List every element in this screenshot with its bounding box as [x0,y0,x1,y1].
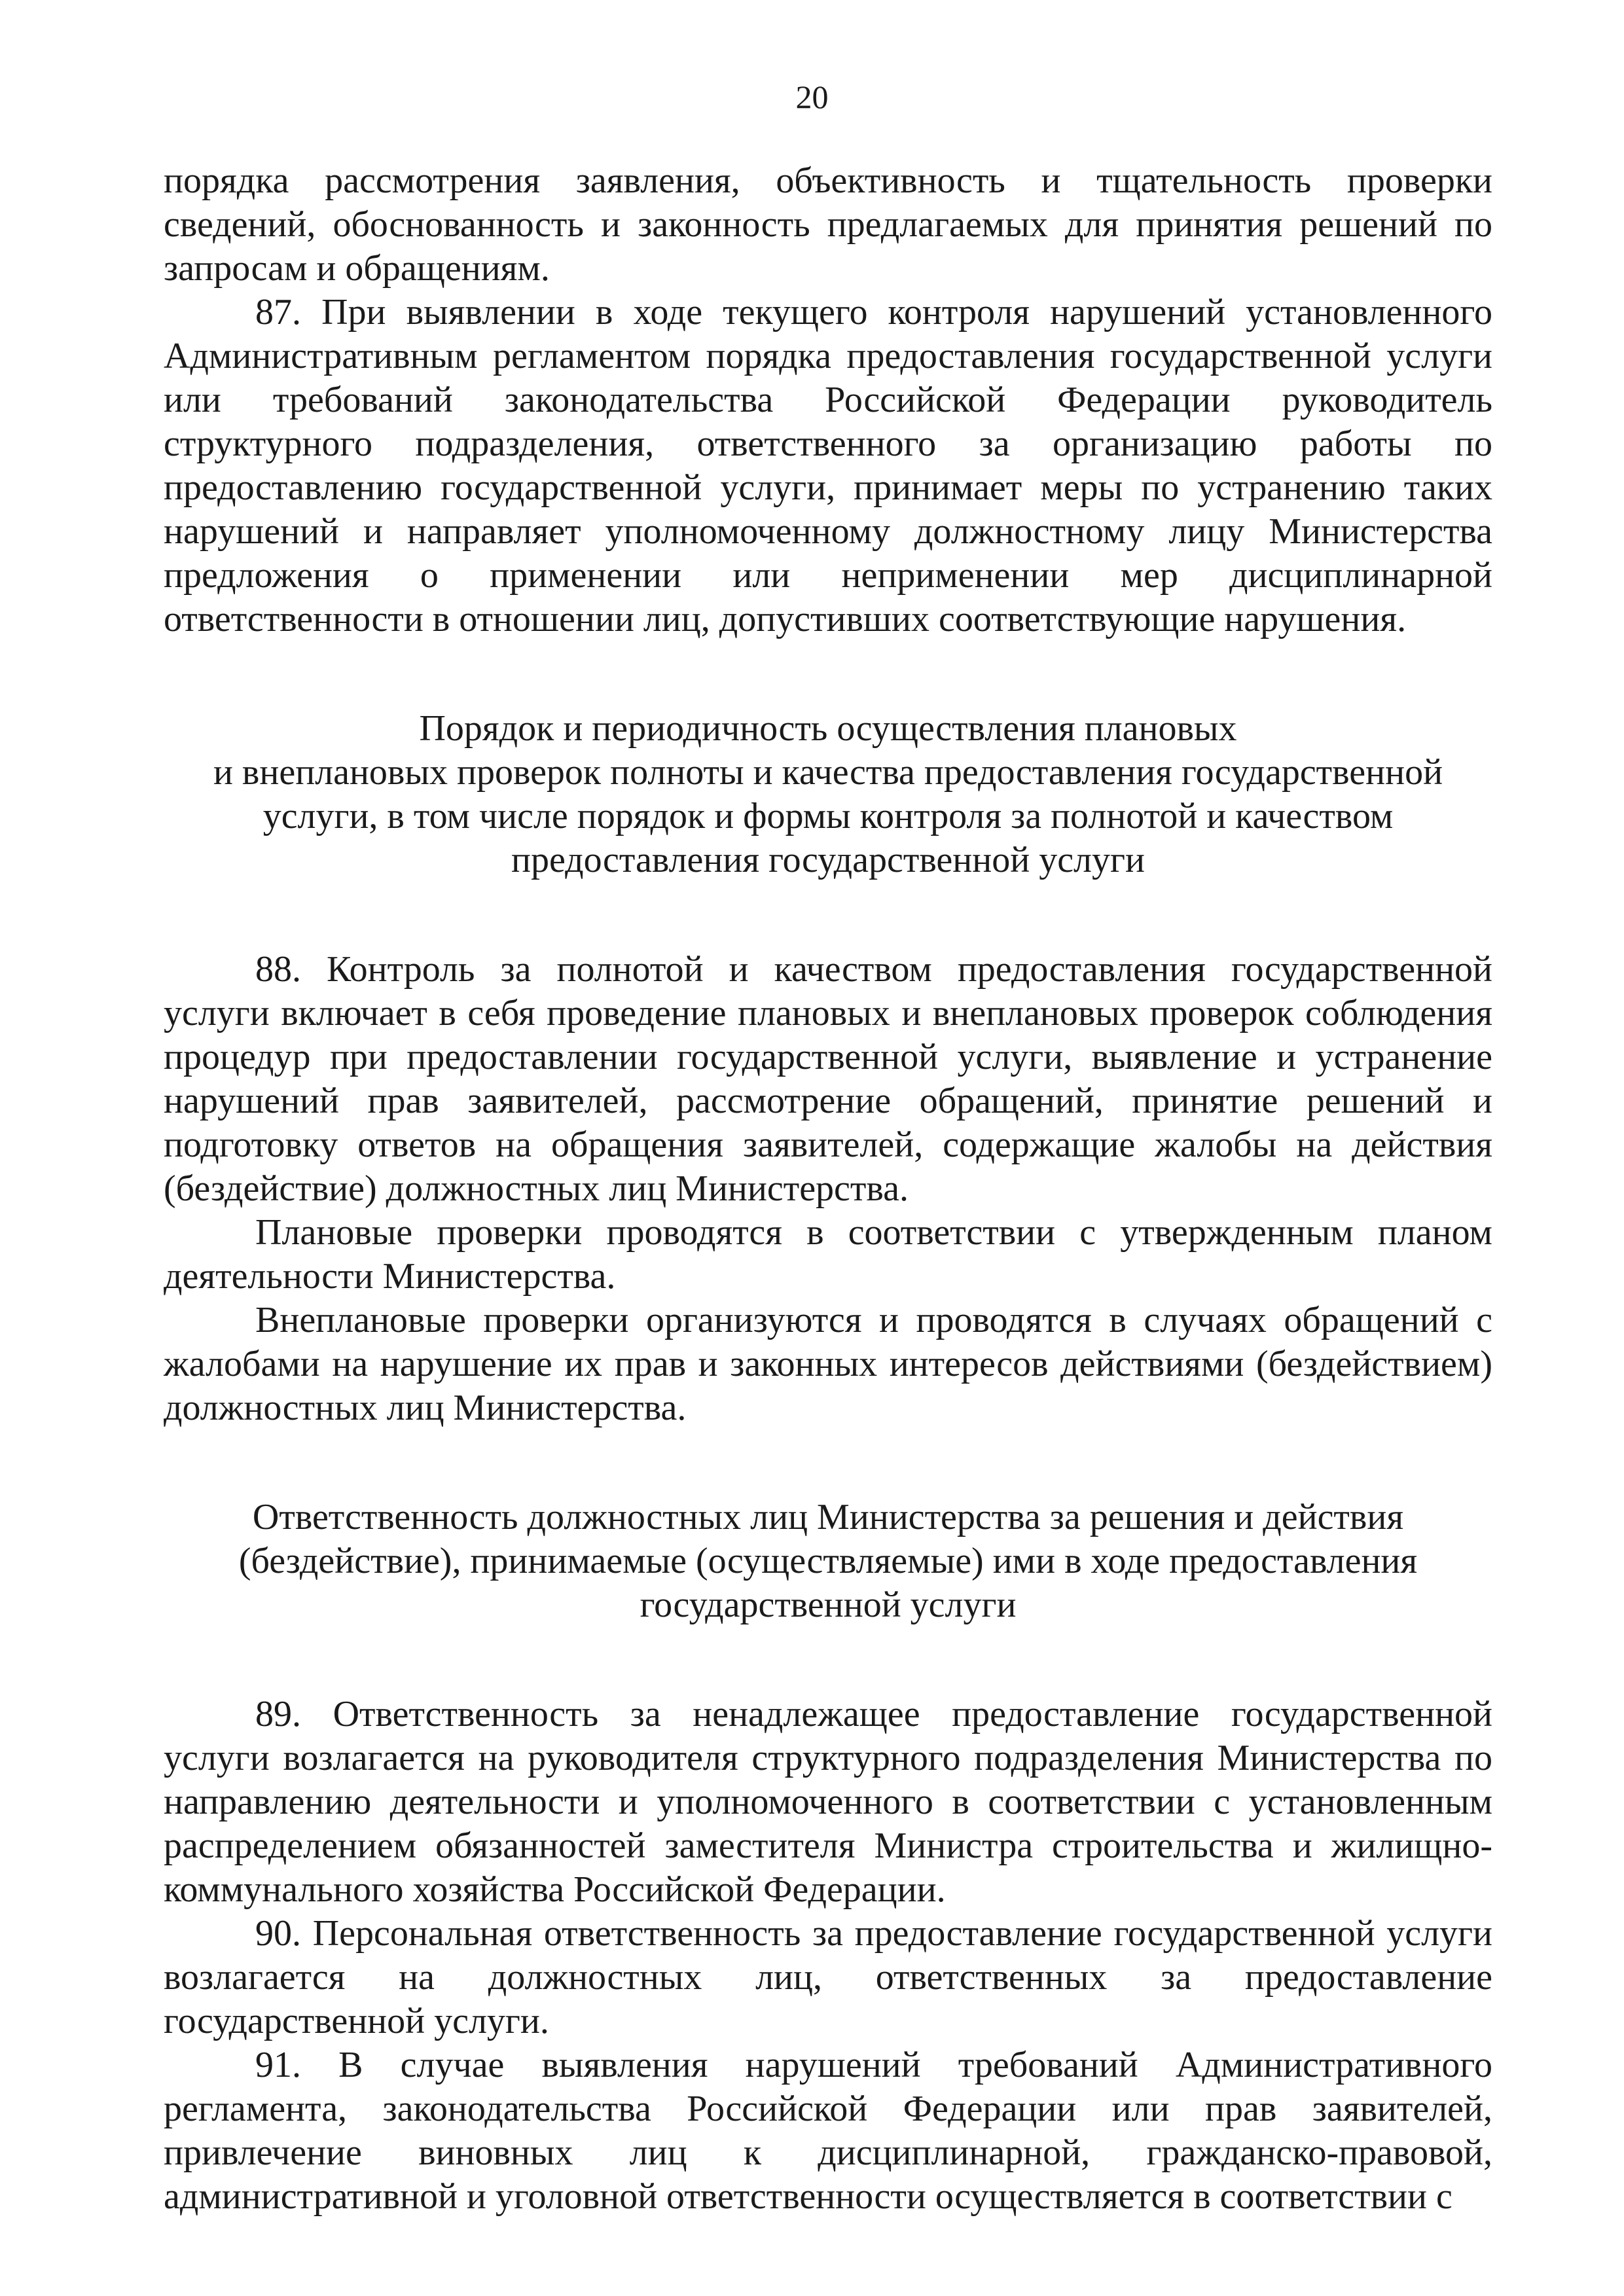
paragraph-planned-inspections: Плановые проверки проводятся в соответствии с утвержденным планом деятельности Министерства. [164,1212,1492,1297]
paragraph-87: 87. При выявлении в ходе текущего контроля нарушений установленного Административным регламентом порядка предоставления государственной услуги или требований законодательства Российской Федерации руководитель структурного подразделения, ответственного за организацию работы по предоставлению государственной услуги, принимает меры по устранению таких нарушений и направляет уполномоченному должностному лицу Министерства предложения о применении или неприменении мер дисциплинарной ответственности в отношении лиц, допустивших соответствующие нарушения. [164,292,1492,639]
paragraph-88: 88. Контроль за полнотой и качеством предоставления государственной услуги включает в себя проведение плановых и внеплановых проверок соблюдения процедур при предоставлении государственной услуги, выявление и устранение нарушений прав заявителей, рассмотрение обращений, принятие решений и подготовку ответов на обращения заявителей, содержащие жалобы на действия (бездействие) должностных лиц Министерства. [164,949,1492,1209]
paragraph-91: 91. В случае выявления нарушений требований Административного регламента, законодательства Российской Федерации или прав заявителей, привлечение виновных лиц к дисциплинарной, гражданско-правовой, административной и уголовной ответственности осуществляется в соответствии с [164,2045,1492,2217]
section-heading-responsibility [164,1496,1492,1627]
paragraph-90: 90. Персональная ответственность за предоставление государственной услуги возлагается на должностных лиц, ответственных за предоставление государственной услуги. [164,1913,1492,2041]
paragraph-unplanned-inspections: Внеплановые проверки организуются и проводятся в случаях обращений с жалобами на нарушение их прав и законных интересов действиями (бездействием) должностных лиц Министерства. [164,1300,1492,1428]
page-number: 20 [795,79,829,115]
section-heading-inspections [164,707,1492,882]
heading-line: предоставления государственной услуги [511,840,1145,880]
heading-line: государственной услуги [640,1585,1017,1625]
document-body [164,159,1492,2219]
heading-line: услуги, в том числе порядок и формы контроля за полнотой и качеством [262,796,1394,836]
heading-line: Ответственность должностных лиц Министерства за решения и действия [252,1497,1404,1537]
paragraph-intro-continuation: порядка рассмотрения заявления, объективность и тщательность проверки сведений, обоснованность и законность предлагаемых для принятия решений по запросам и обращениям. [164,160,1492,289]
heading-line: (бездействие), принимаемые (осуществляемые) ими в ходе предоставления [238,1541,1418,1581]
heading-line: и внеплановых проверок полноты и качества предоставления государственной [213,752,1443,793]
heading-line: Порядок и периодичность осуществления плановых [419,708,1237,749]
paragraph-89: 89. Ответственность за ненадлежащее предоставление государственной услуги возлагается на руководителя структурного подразделения Министерства по направлению деятельности и уполномоченного в соответствии с установленным распределением обязанностей заместителя Министра строительства и жилищно-коммунального хозяйства Российской Федерации. [164,1694,1492,1910]
